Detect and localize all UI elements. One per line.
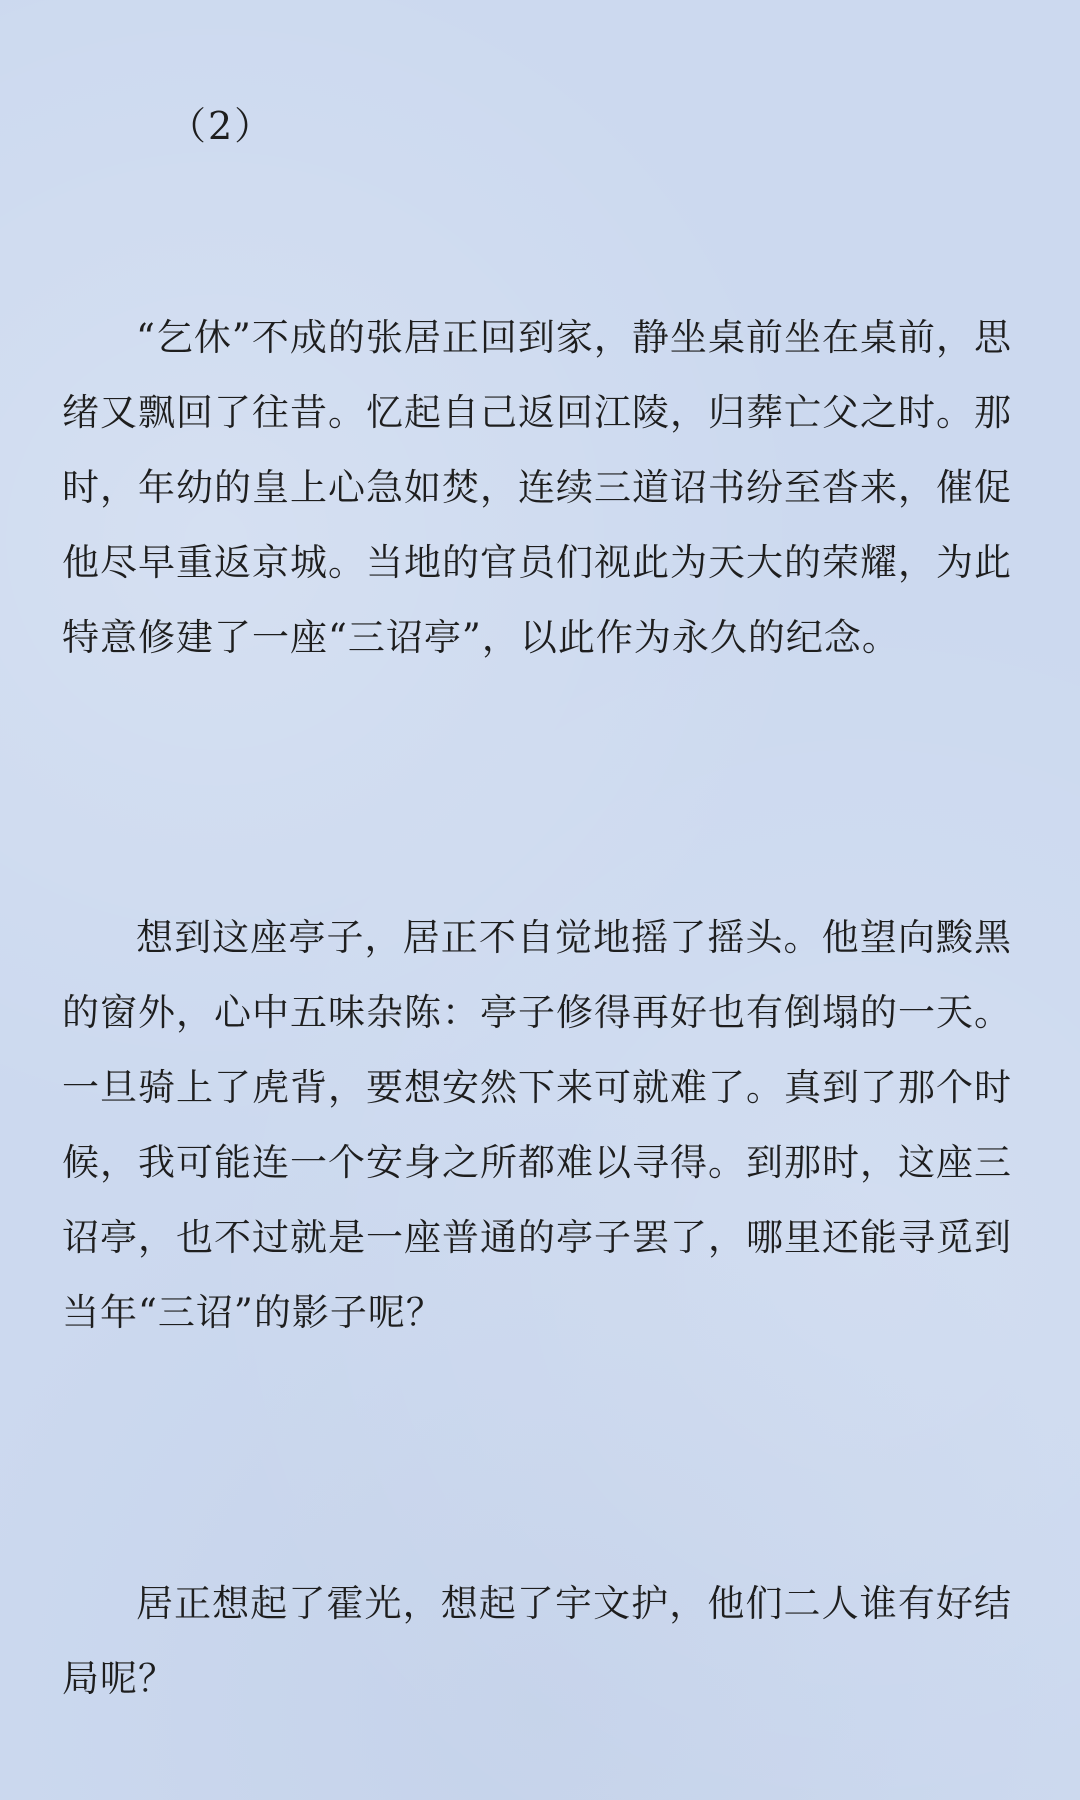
paragraph-block (62, 300, 1012, 675)
section-number: （2） (168, 104, 275, 148)
paragraph: 居正想起了霍光，想起了宇文护，他们二人谁有好结局呢？ (62, 1582, 1012, 1700)
paragraph-block (62, 1566, 1012, 1716)
paragraph: “乞休”不成的张居正回到家，静坐桌前坐在桌前，思绪又飘回了往昔。忆起自己返回江陵，归葬亡父之时。那时，年幼的皇上心急如焚，连续三道诏书纷至沓来，催促他尽早重返京城。当地的官员们视此为天大的荣耀，为此特意修建了一座“三诏亭”，以此作为永久的纪念。 (62, 316, 1012, 659)
paragraph: 想到这座亭子，居正不自觉地摇了摇头。他望向黢黑的窗外，心中五味杂陈：亭子修得再好也有倒塌的一天。一旦骑上了虎背，要想安然下来可就难了。真到了那个时候，我可能连一个安身之所都难以寻得。到那时，这座三诏亭，也不过就是一座普通的亭子罢了，哪里还能寻觅到当年“三诏”的影子呢？ (62, 916, 1012, 1334)
paragraph-block (62, 900, 1012, 1350)
